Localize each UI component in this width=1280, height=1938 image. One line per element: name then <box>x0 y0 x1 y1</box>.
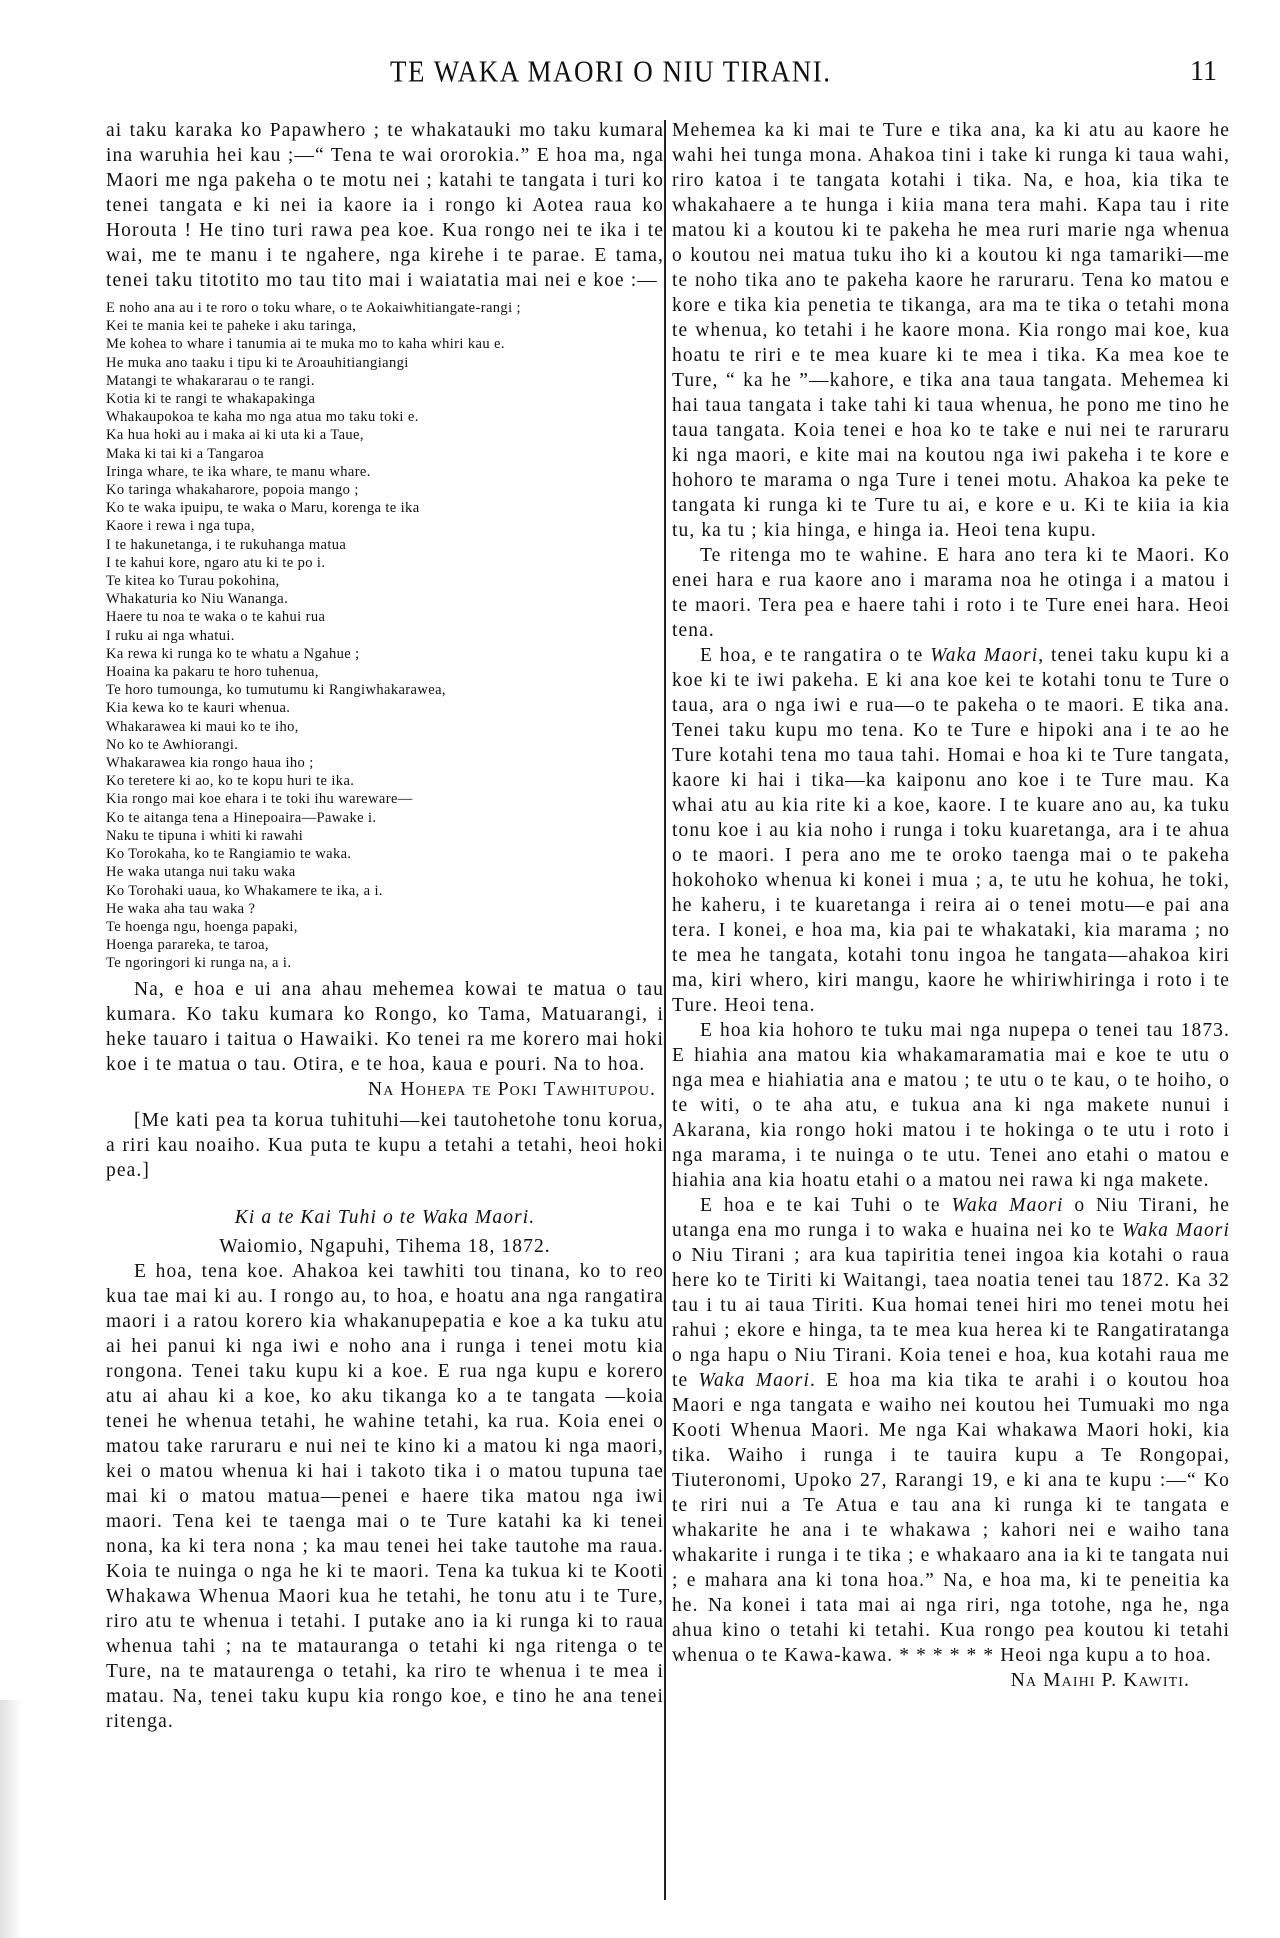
italic-text: Waka Maori <box>930 645 1039 666</box>
text: o Niu Tirani ; ara kua tapiritia tenei ingoa kia kotahi o raua here ko te Tiriti ki Waitangi, taea noatia tenei tau 1872. Ka 32 tau i tu ai taua Tiriti. Kua homai tenei hiri mo tenei motu hei rahui ; ekore e hinga, ta te mea kua herea ki te Rangatiratanga o nga hapu o Niu Tirani. Koia tenei e hoa, kua kotahi raua me te <box>672 1245 1230 1391</box>
poem-line: Kei te mania kei te paheke i aku taringa, <box>106 318 357 335</box>
poem-line: Whakaturia ko Niu Wananga. <box>106 591 289 608</box>
italic-text: Waka Maori <box>1121 1220 1230 1241</box>
signature: Na Hohepa te Poki Tawhitupou. <box>368 1078 656 1100</box>
poem-line: He waka utanga nui taku waka <box>106 864 296 881</box>
poem-line: I te kahui kore, ngaro atu ki te po i. <box>106 554 326 571</box>
poem-line: Ka hua hoki au i maka ai ki uta ki a Taue, <box>106 427 364 444</box>
poem-line: Iringa whare, te ika whare, te manu whare. <box>106 463 371 480</box>
poem-line: Whakarawea ki maui ko te iho, <box>106 718 299 735</box>
paragraph: E hoa kia hohoro te tuku mai nga nupepa o tenei tau 1873. E hiahia ana matou kia whakamaramatia mai e koe te utu o nga mea e hiahiatia ana e matou ; te utu o te kau, o te hoiho, o te witi, o te aha atu, e tukua ana ki nga makete nunui i Akarana, kia rongo hoki matou i te hokinga o te utu i roto i nga marama, i te nuinga o te utu. Tenei ano etahi o matou e hiahia ana kia hoatu etahi o a matou nei rawa ki nga makete. <box>672 1020 1230 1191</box>
page-header <box>0 53 1280 96</box>
poem-line: Hoenga parareka, te taroa, <box>106 937 269 954</box>
text: E hoa, e te rangatira o te <box>700 645 931 666</box>
poem-line: I ruku ai nga whatui. <box>106 627 235 644</box>
poem-line: He muka ano taaku i tipu ki te Aroauhitiangiangi <box>106 354 409 371</box>
poem-line: Ko te waka ipuipu, te waka o Maru, korenga te ika <box>106 500 420 517</box>
editor-note: [Me kati pea ta korua tuhituhi—kei tautohetohe tonu korua, a riri kau noaiho. Kua puta te kupu a tetahi a tetahi, heoi hoki pea.] <box>106 1109 664 1181</box>
text: , tenei taku kupu ki a koe ki te iwi pakeha. E ki ana koe kei te kotahi tonu te Ture o taua, ara o nga iwi e rua—o te pakeha o te maori. E tika ana. Tenei taku kupu mo tena. Ko te Ture e hipoki ana i te ao he Ture kotahi tena mo taua tahi. Homai e hoa ki te Ture tangata, kaore ki hai i tika—ka kaiponu ano koe i te Ture mau. Ka whai atu au kia rite ki a koe, kaore. I te kuare ano au, ka tuku tonu koe i au kia noho i runga i toku kuaretanga, ara i te ahua o te maori. I pera ano me te oroko taenga mai o te pakeha hokohoko whenua ki konei i mua ; a, te utu he kohua, he toki, he kaheru, i te kuaretanga i reira ai o tenei motu—e pai ana tera. I konei, e hoa ma, kia pai te whakataki, kia marama ; no te mea he tangata, kotahi tonu ingoa he tangata—ahakoa kiri ma, kiri whero, kiri mangu, kaore he whiriwhiringa i roto i te Ture. Heoi tena. <box>672 645 1230 1016</box>
poem-line: Te ngoringori ki runga na, a i. <box>106 955 292 972</box>
poem-line: Kia kewa ko te kauri whenua. <box>106 700 291 717</box>
poem-line: He waka aha tau waka ? <box>106 900 256 917</box>
poem-line: Maka ki tai ki a Tangaroa <box>106 445 265 462</box>
poem-line: Haere tu noa te waka o te kahui rua <box>106 609 326 626</box>
poem-line: Ko taringa whakaharore, popoia mango ; <box>106 482 359 499</box>
right-column <box>672 118 1230 1918</box>
italic-text: Waka Maori <box>698 1370 810 1391</box>
text: o Niu Tirani, he utanga ena mo runga i to waka e huaina nei ko te <box>672 1195 1230 1241</box>
left-column <box>106 118 664 1918</box>
scan-edge-artifact <box>0 1700 22 1938</box>
paragraph <box>672 1193 1230 1668</box>
newspaper-title: TE WAKA MAORI O NIU TIRANI. <box>390 53 832 89</box>
text: . E hoa ma kia tika te arahi i o koutou hoa Maori e nga tangata e waiho nei koutou hei Tumuaki mo nga Kooti Whenua Maori. Me nga Kai whakawa Maori hoki, kia tika. Waiho i runga i te tauira kupu a Te Rongopai, Tiuteronomi, Upoko 27, Rarangi 19, e ki ana te kupu :—“ Ko te riri nui a Te Atua e tau ana ki runga ki te tangata e whakarite he ana i te whakawa ; kahori nei e waiho tana whakarite i runga i te tika ; e whakaaro ana ia ki te tangata nui ; e mahara ana ki tona hoa.” Na, e hoa ma, ki te peneitia ka he. Na konei i tata mai ai nga riri, nga totohe, nga he, nga ahua kino o tetahi ki tetahi. Kua rongo pea koutou ki tetahi whenua o te Kawa-kawa. * * * * * * Heoi nga kupu a to hoa. <box>672 1370 1230 1666</box>
column-divider <box>664 120 666 1900</box>
paragraph: Te ritenga mo te wahine. E hara ano tera ki te Maori. Ko enei hara e rua kaore ano i marama noa he otinga i a matou i te maori. Tera pea e haere tahi i roto i te Ture enei hara. Heoi tena. <box>672 545 1230 641</box>
poem-line: Ka rewa ki runga ko te whatu a Ngahue ; <box>106 645 360 662</box>
poem-line: I te hakunetanga, i te rukuhanga matua <box>106 536 347 553</box>
poem-line: Whakaupokoa te kaha mo nga atua mo taku toki e. <box>106 409 419 426</box>
poem-line: Te kitea ko Turau pokohina, <box>106 573 280 590</box>
poem-line: E noho ana au i te roro o toku whare, o te Aokaiwhitiangate-rangi ; <box>106 300 521 316</box>
poem-line: Ko teretere ki ao, ko te kopu huri te ika. <box>106 773 355 790</box>
italic-text: Waka Maori <box>951 1195 1064 1216</box>
poem-line: Te hoenga ngu, hoenga papaki, <box>106 918 298 935</box>
paragraph: Mehemea ka ki mai te Ture e tika ana, ka ki atu au kaore he wahi hei tunga mona. Ahakoa tini i take ki runga ki taua wahi, riro katoa i te tangata kotahi i tika. Na, e hoa, kia tika te whakahaere a te hunga i kiia mana tera mahi. Kapa tau i rite matou ki a koutou ki te pakeha he mea ruri marie nga whenua o koutou nei matua tuku iho ki a koutou ki nga tamariki—me te noho tika ano te pakeha kaore he raruraru. Tena ko matou e kore e tika kia penetia te tikanga, ara ma te tika o tetahi mona te whenua, ko tetahi i he kaore mona. Kia rongo mai koe, kua hoatu te riri e te mea kuare ki te mea i tika. Ka mea koe te Ture, “ ka he ”—kahore, e tika ana taua tangata. Mehemea ki hai taua tangata i take tahi ki taua whenua, he pono me tino he taua tangata. Koia tenei e hoa ko te take e nui nei te raruraru ki nga maori, e kite mai na koutou nga iwi pakeha i te kore e hohoro te marama o nga Ture i tenei motu. Ahakoa ka peke te tangata ki runga ki te Ture tu ai, e kore e u. Ki te kiia ia kia tu, ka tu ; kia hinga, e hinga ia. Heoi tena kupu. <box>672 120 1230 541</box>
poem-line: Ko te aitanga tena a Hinepoaira—Pawake i. <box>106 809 377 826</box>
poem-line: Kia rongo mai koe ehara i te toki ihu wareware— <box>106 791 413 808</box>
dateline: Waiomio, Ngapuhi, Tihema 18, 1872. <box>219 1235 551 1257</box>
poem-line: Ko Torohaki uaua, ko Whakamere te ika, a i. <box>106 882 383 899</box>
poem-line: Hoaina ka pakaru te horo tuhenua, <box>106 664 319 681</box>
poem <box>106 299 664 973</box>
page-number: 11 <box>1190 56 1217 87</box>
paragraph: Na, e hoa e ui ana ahau mehemea kowai te matua o tau kumara. Ko taku kumara ko Rongo, ko Tama, Matuarangi, i heke tauaro i taitua o Hawaiki. Ko tenei ra me korero mai hoki koe i te matua o tau. Otira, e te hoa, kaua e pouri. Na to hoa. <box>106 978 664 1075</box>
paragraph: E hoa, tena koe. Ahakoa kei tawhiti tou tinana, ko to reo kua tae mai ki au. I rongo au, to hoa, e hoatu ana nga rangatira maori i a ratou korero kia whakanupepatia e koe a ka tuku atu ai hei panui ki nga iwi e noho ana i runga i tenei motu kia rongona. Tenei taku kupu ki a koe. E rua nga kupu e korero atu ai ahau ki a koe, ko aku tikanga ko a te tangata —koia tenei he whenua tetahi, he wahine tetahi, ka rua. Koia enei o matou take raruraru e nui nei te kino ki a matou ki nga maori, kei o matou whenua ki hai i takoto tika i o matou tupuna tae mai ki o matou matua—penei e haere tika matou nga iwi maori. Tena kei te taenga mai o te Ture katahi ka ki tenei nona, ka ki tera nona ; ka mau tenei hei take tautohe ma raua. Koia te nuinga o nga he ki te maori. Tena ka tukua ki te Kooti Whakawa Whenua Maori kua he tetahi, he tonu atu i te Ture, riro atu te whenua i tetahi. I putake ano ia ki runga ki to raua whenua tahi ; na te matauranga o tetahi ki nga ritenga o te Ture, na te mataurenga o tetahi, ka riro te whenua i te mea i matau. Na, tenei taku kupu kia rongo koe, e tino he ana tenei ritenga. <box>106 1260 664 1732</box>
text: E hoa e te kai Tuhi o te <box>700 1195 952 1216</box>
signature: Na Maihi P. Kawiti. <box>1010 1670 1190 1691</box>
paragraph <box>672 643 1230 1018</box>
poem-line: Matangi te whakararau o te rangi. <box>106 372 315 389</box>
poem-line: Kaore i rewa i nga tupa, <box>106 518 255 535</box>
poem-line: Naku te tipuna i whiti ki rawahi <box>106 827 304 844</box>
poem-line: Me kohea to whare i tanumia ai te muka mo to kaha whiri kau e. <box>106 336 505 353</box>
poem-line: No ko te Awhiorangi. <box>106 736 239 753</box>
paragraph: ai taku karaka ko Papawhero ; te whakatauki mo taku kumara ina waruhia hei kau ;—“ Tena te wai ororokia.” E hoa ma, nga Maori me nga pakeha o te motu nei ; katahi te tangata i turi ko tenei tangata e ki nei ia kaore ia i rongo ki Aotea raua ko Horouta ! He tino turi rawa pea koe. Kua rongo nei te ika i te wai, me te manu i te ngahere, nga kirehe i te parae. E tama, tenei taku titotito mo tau tito mai i waiatatia mai nei e koe :— <box>106 120 664 291</box>
letter-heading: Ki a te Kai Tuhi o te Waka Maori. <box>234 1206 536 1228</box>
poem-line: Kotia ki te rangi te whakapakinga <box>106 391 316 408</box>
poem-line: Ko Torokaha, ko te Rangiamio te waka. <box>106 846 352 863</box>
poem-line: Te horo tumounga, ko tumutumu ki Rangiwhakarawea, <box>106 682 446 699</box>
poem-line: Whakarawea kia rongo haua iho ; <box>106 755 314 772</box>
